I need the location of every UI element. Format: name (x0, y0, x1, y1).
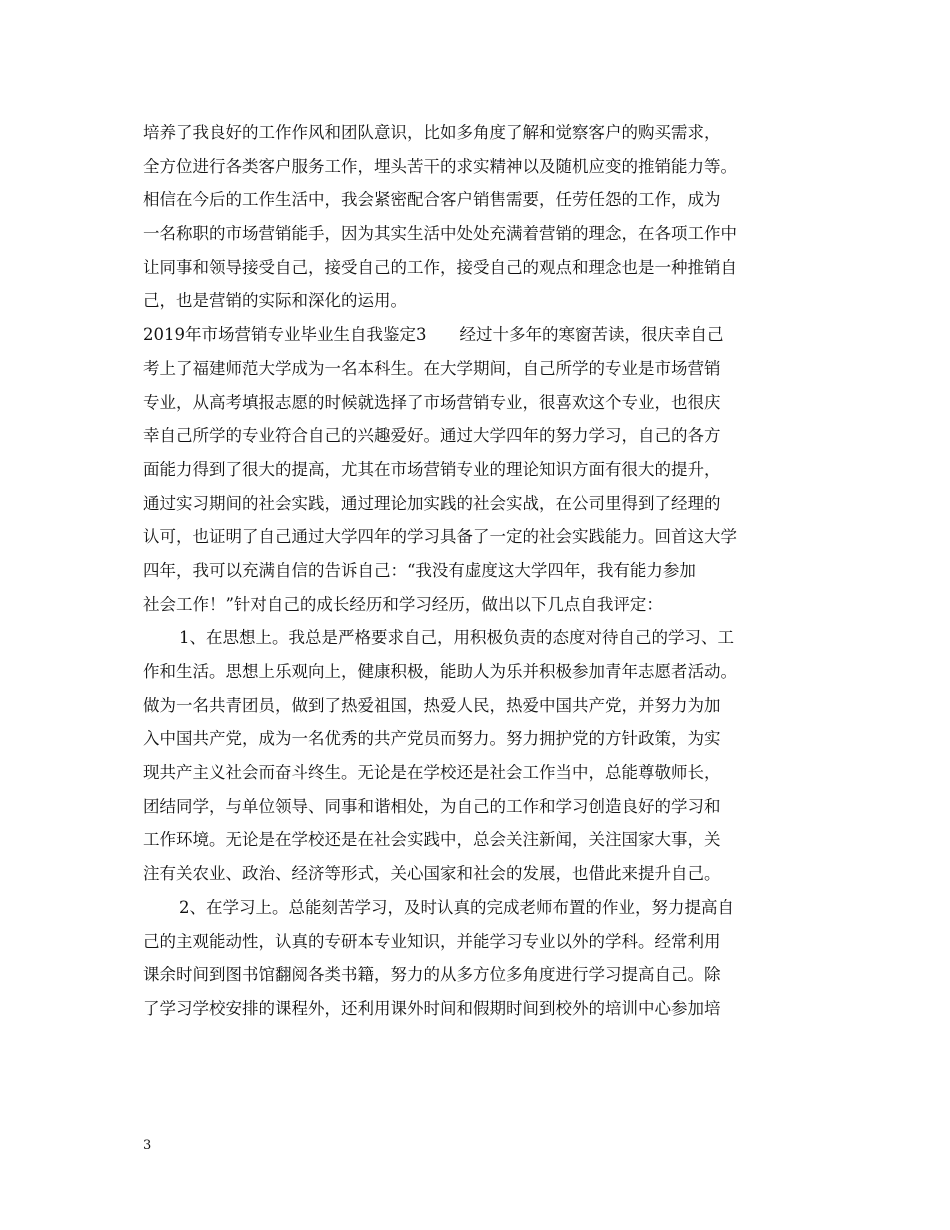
text-line: 通过实习期间的社会实践，通过理论加实践的社会实战，在公司里得到了经理的 (143, 493, 721, 513)
text-line: 做为一名共青团员，做到了热爱祖国，热爱人民，热爱中国共产党，并努力为加 (143, 695, 721, 715)
text-line: 四年，我可以充满自信的告诉自己：“我没有虚度这大学四年，我有能力参加 (143, 560, 696, 580)
text-line: 相信在今后的工作生活中，我会紧密配合客户销售需要，任劳任怨的工作，成为 (143, 190, 721, 210)
text-line: 认可，也证明了自己通过大学四年的学习具备了一定的社会实践能力。回首这大学 (143, 527, 737, 547)
text-line: 注有关农业、政治、经济等形式，关心国家和社会的发展，也借此来提升自己。 (143, 864, 721, 884)
text-line: 己的主观能动性，认真的专研本专业知识，并能学习专业以外的学科。经常利用 (143, 931, 721, 951)
text-line: 培养了我良好的工作作风和团队意识，比如多角度了解和觉察客户的购买需求， (143, 123, 721, 142)
text-line: 1、在思想上。我总是严格要求自己，用积极负责的态度对待自己的学习、工 (179, 628, 734, 648)
text-line: 己，也是营销的实际和深化的运用。 (143, 291, 407, 311)
text-line: 让同事和领导接受自己，接受自己的工作，接受自己的观点和理念也是一种推销自 (143, 257, 737, 277)
text-line: 专业，从高考填报志愿的时候就选择了市场营销专业，很喜欢这个专业，也很庆 (143, 392, 721, 412)
text-line: 2019年市场营销专业毕业生自我鉴定3 经过十多年的寒窗苦读，很庆幸自己 (143, 325, 724, 345)
text-line: 社会工作！”针对自己的成长经历和学习经历，做出以下几点自我评定： (143, 594, 663, 614)
text-line: 课余时间到图书馆翻阅各类书籍，努力的从多方位多角度进行学习提高自己。除 (143, 965, 721, 985)
text-line: 2、在学习上。总能刻苦学习，及时认真的完成老师布置的作业，努力提高自 (179, 897, 734, 917)
text-line: 工作环境。无论是在学校还是在社会实践中，总会关注新闻，关注国家大事，关 (143, 830, 721, 850)
page-number: 3 (143, 1138, 152, 1153)
text-line: 一名称职的市场营销能手，因为其实生活中处处充满着营销的理念，在各项工作中 (143, 224, 737, 244)
text-line: 幸自己所学的专业符合自己的兴趣爱好。通过大学四年的努力学习，自己的各方 (143, 426, 721, 446)
text-line: 入中国共产党，成为一名优秀的共产党员而努力。努力拥护党的方针政策，为实 (143, 729, 721, 749)
text-line: 全方位进行各类客户服务工作，埋头苦干的求实精神以及随机应变的推销能力等。 (143, 156, 737, 176)
text-line: 面能力得到了很大的提高，尤其在市场营销专业的理论知识方面有很大的提升， (143, 459, 721, 479)
text-line: 作和生活。思想上乐观向上，健康积极，能助人为乐并积极参加青年志愿者活动。 (143, 662, 737, 681)
text-line: 考上了福建师范大学成为一名本科生。在大学期间，自己所学的专业是市场营销 (143, 358, 721, 378)
text-line: 了学习学校安排的课程外，还利用课外时间和假期时间到校外的培训中心参加培 (143, 998, 721, 1018)
text-line: 现共产主义社会而奋斗终生。无论是在学校还是社会工作当中，总能尊敬师长， (143, 763, 721, 783)
text-line: 团结同学，与单位领导、同事和谐相处，为自己的工作和学习创造良好的学习和 (143, 796, 721, 816)
body-text (143, 116, 813, 1026)
